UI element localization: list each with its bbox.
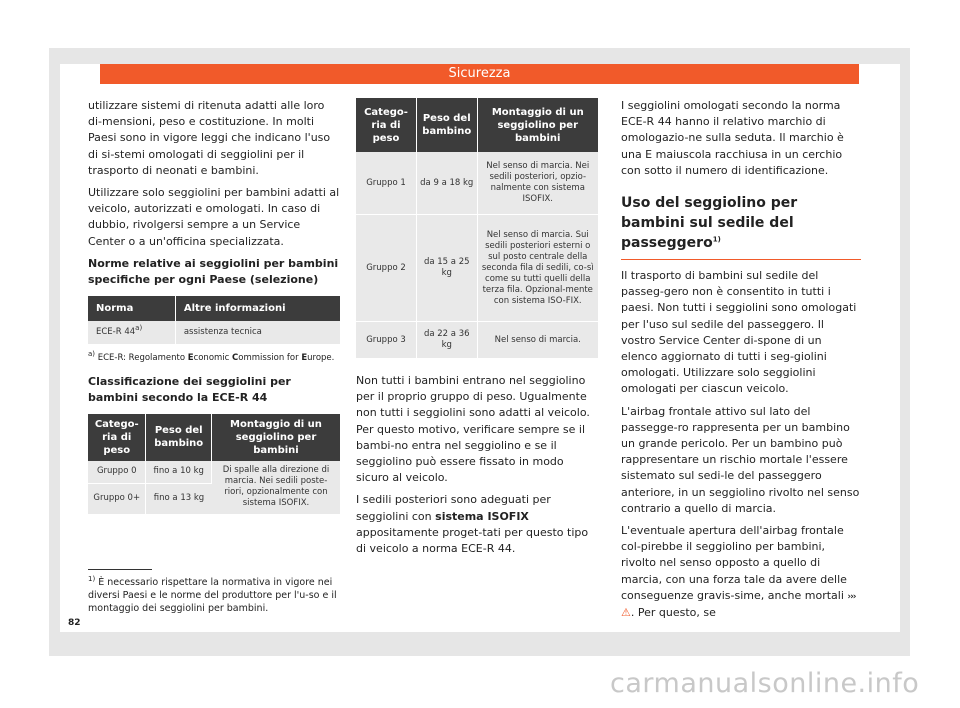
table-cell: Nel senso di marcia. <box>477 322 598 359</box>
table-header-cell: Norma <box>88 296 175 321</box>
paragraph: Utilizzare solo seggiolini per bambini adatti al veicolo, autorizzati e omologati. In caso di dubbio, rivolgersi sempre a un Service Center o a un'officina specializzata. <box>88 186 340 248</box>
table-cell: Gruppo 0 <box>88 461 146 484</box>
paragraph: L'airbag frontale attivo sul lato del passegge-ro rappresenta per un bambino un grande pericolo. Per un bambino può rappresentare un rischio mortale l'essere sistemato sul sedi-le del passeggero anteriore, in un seggiolino rivolto nel senso contrario a quello di marcia. <box>621 404 860 515</box>
footnote <box>88 576 342 615</box>
paragraph-bold: sistema ISOFIX <box>435 509 529 523</box>
warning-icon: ⚠ <box>621 606 631 620</box>
paragraph: Non tutti i bambini entrano nel seggiolino per il proprio gruppo di peso. Ugualmente non tutti i seggiolini sono adatti al veicolo. Per questo motivo, verificare sempre se il bambi-no entra nel seggiolino e se il seggiolino può essere fissato in modo sicuro al veicolo. <box>356 374 590 485</box>
paragraph: I seggiolini omologati secondo la norma ECE-R 44 hanno il relativo marchio di omologazio-ne sulla seduta. Il marchio è una E maiuscola racchiusa in un cerchio con sotto il numero di identificazione. <box>621 99 844 177</box>
note-text: ommission for <box>238 352 302 363</box>
table-cell: fino a 13 kg <box>146 483 212 514</box>
table-row <box>88 321 340 345</box>
table-cell: da 9 a 18 kg <box>417 152 478 215</box>
section-title <box>621 193 861 260</box>
paragraph: Il trasporto di bambini sul sedile del passeg-gero non è consentito in tutti i paesi. Non tutti i seggiolini sono omologati per l'uso sul sedile del passeggero. Il vostro Service Center di-spone di un elenco aggiornato di tutti i seg-giolini omologati. Utilizzare solo seggiolini omologati per ciascun veicolo. <box>621 269 857 396</box>
paragraph: utilizzare sistemi di ritenuta adatti alle loro di-mensioni, peso e costituzione. In molti Paesi sono in vigore leggi che indicano l'uso di si-stemi omologati di seggiolini per il trasporto di neonati e bambini. <box>88 99 331 177</box>
section-title-text: Uso del seggiolino per bambini sul sedile del passeggero <box>621 195 798 252</box>
note-bold-letter: C <box>232 352 239 363</box>
table-cell: da 22 a 36 kg <box>417 322 478 359</box>
column-middle <box>356 98 598 563</box>
table-row <box>88 461 340 484</box>
footnote-ref: a) <box>135 324 143 332</box>
table-cell: Gruppo 1 <box>356 152 417 215</box>
table-cell: fino a 10 kg <box>146 461 212 484</box>
table-cell: Gruppo 0+ <box>88 483 146 514</box>
page-number: 82 <box>68 618 81 628</box>
column-left <box>88 98 340 515</box>
table-cell: Gruppo 2 <box>356 215 417 322</box>
table-cell: Nel senso di marcia. Sui sedili posteriori esterni o sul posto centrale della seconda fila di sedili, co-sì come su tutti quelli della terza fila. Opzional-mente con sistema ISO-FIX. <box>477 215 598 322</box>
norms-table <box>88 296 340 345</box>
table-cell <box>88 321 175 345</box>
note-mark: a) <box>88 350 96 358</box>
note-text: ECE-R: Regolamento <box>95 352 188 363</box>
table-header-cell: Peso del bambino <box>417 98 478 152</box>
classification-table-continued <box>356 98 598 359</box>
table-cell: Gruppo 3 <box>356 322 417 359</box>
table-header-cell: Montaggio di un seggiolino per bambini <box>211 414 340 461</box>
cross-reference-arrows[interactable]: ››› <box>847 591 856 602</box>
table-header-cell: Montaggio di un seggiolino per bambini <box>477 98 598 152</box>
note-bold-letter: E <box>187 352 194 363</box>
note-bold-letter: E <box>301 352 308 363</box>
table-header-cell: Catego-ria di peso <box>356 98 417 152</box>
table-header-row <box>88 414 340 461</box>
table-header-cell: Catego-ria di peso <box>88 414 146 461</box>
table-cell: da 15 a 25 kg <box>417 215 478 322</box>
table-cell: Di spalle alla direzione di marcia. Nei sedili poste-riori, opzionalmente con sistema ISOFIX. <box>211 461 340 515</box>
paragraph-text: L'eventuale apertura dell'airbag frontale col-pirebbe il seggiolino per bambini, rivolto nel senso opposto a quello di marcia, con una forza tale da avere delle conseguenze gravis-sime, anche mortali <box>621 524 848 602</box>
norm-name: ECE-R 44 <box>96 326 136 337</box>
paragraph-text: appositamente proget-tati per questo tipo di veicolo a norma ECE-R 44. <box>356 525 589 556</box>
paragraph-text: . Per questo, se <box>630 606 716 620</box>
table-cell: assistenza tecnica <box>175 321 340 345</box>
classification-heading: Classificazione dei seggiolini per bambini secondo la ECE-R 44 <box>88 374 291 404</box>
table-row <box>356 322 598 359</box>
column-right <box>621 98 861 627</box>
table-row <box>356 215 598 322</box>
note-text: urope. <box>307 352 335 363</box>
norms-heading: Norme relative ai seggiolini per bambini specifiche per ogni Paese (selezione) <box>88 256 339 286</box>
classification-table <box>88 414 340 515</box>
paragraph <box>356 492 598 557</box>
table-cell: Nel senso di marcia. Nei sedili posteriori, opzio-nalmente con sistema ISOFIX. <box>477 152 598 215</box>
footnote-mark: 1) <box>88 574 96 583</box>
table-header-cell: Altre informazioni <box>175 296 340 321</box>
paragraph-text: I sedili posteriori sono adeguati per seggiolini con <box>356 493 551 523</box>
watermark: carmanualsonline.info <box>610 668 920 699</box>
table-header-cell: Peso del bambino <box>146 414 212 461</box>
table-row <box>356 152 598 215</box>
table-header-row <box>88 296 340 321</box>
footnote-ref: 1) <box>712 235 721 244</box>
paragraph <box>621 523 861 621</box>
table-note <box>88 350 340 364</box>
table-header-row <box>356 98 598 152</box>
footnote-divider <box>88 569 152 570</box>
footnote-text: È necessario rispettare la normativa in vigore nei diversi Paesi e le norme del produttore per l'u-so e il montaggio dei seggiolini per bambini. <box>88 577 337 614</box>
note-text: conomic <box>193 352 233 363</box>
section-header: Sicurezza <box>100 64 859 84</box>
